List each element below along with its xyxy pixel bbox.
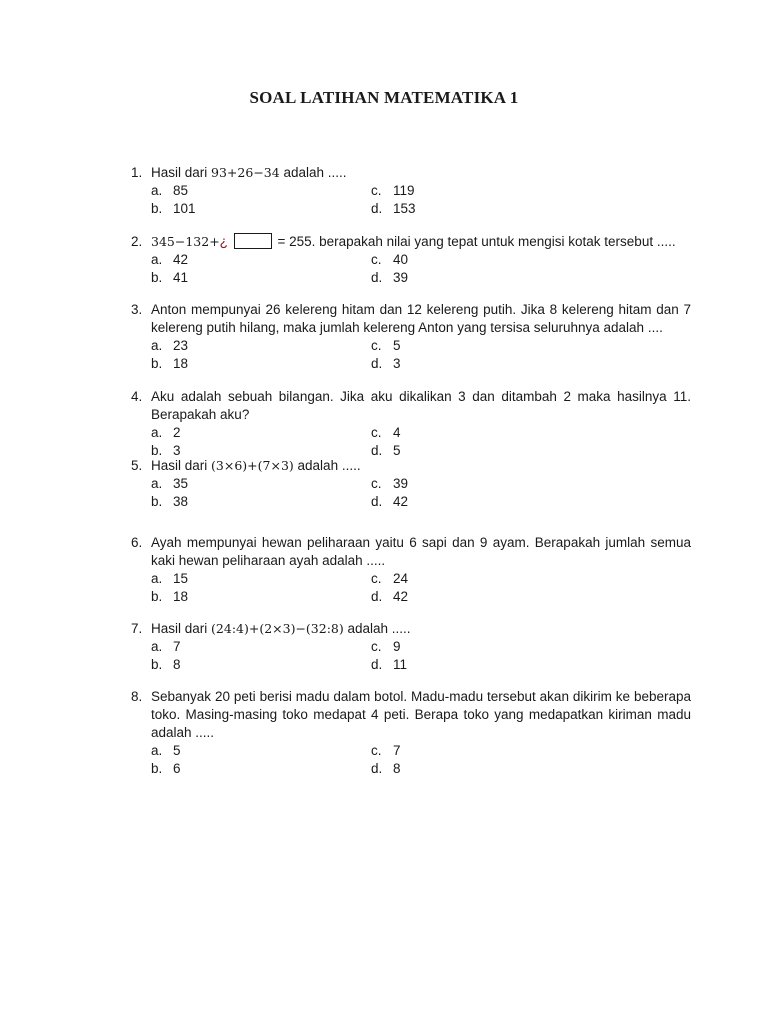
option-letter: c. [371,476,382,491]
option-a [151,475,371,493]
option-letter: d. [371,761,383,776]
options [151,424,691,460]
option-value: 35 [173,476,189,491]
option-value: 3 [393,356,401,371]
option-value: 7 [393,743,401,758]
option-c [371,570,491,588]
question-text-pre: Hasil dari [151,458,212,473]
option-b [151,493,371,511]
option-a [151,337,371,355]
option-d [371,269,491,287]
option-value: 15 [173,571,189,586]
option-c [371,475,491,493]
option-value: 6 [173,761,181,776]
option-value: 38 [173,494,189,509]
question-math: 345−132+ [151,234,220,249]
option-d [371,493,491,511]
question-6 [131,534,691,606]
question-text-pre: Hasil dari [151,621,212,636]
option-letter: b. [151,443,163,458]
option-letter: a. [151,571,163,586]
option-letter: a. [151,639,163,654]
option-b [151,269,371,287]
option-letter: b. [151,201,163,216]
option-b [151,760,371,778]
question-number: 6. [131,535,143,550]
question-text [151,233,691,251]
option-b [151,588,371,606]
option-letter: d. [371,356,383,371]
question-text-post: adalah ..... [293,458,361,473]
question-1 [131,164,691,218]
question-number: 3. [131,302,143,317]
question-number: 8. [131,689,143,704]
option-a [151,424,371,442]
question-text: Ayah mempunyai hewan peliharaan yaitu 6 sapi dan 9 ayam. Berapakah jumlah semua kaki hewan peliharaan ayah adalah ..... [151,535,691,568]
option-letter: a. [151,425,163,440]
option-value: 5 [393,443,401,458]
option-letter: c. [371,338,382,353]
question-7 [131,620,691,674]
question-2 [131,233,691,287]
option-letter: b. [151,589,163,604]
option-value: 2 [173,425,181,440]
question-3 [131,301,691,373]
question-text-post: adalah ..... [343,621,411,636]
option-c [371,742,491,760]
question-text [151,620,691,638]
option-value: 153 [393,201,416,216]
option-value: 42 [173,252,189,267]
option-value: 41 [173,270,189,285]
option-letter: d. [371,589,383,604]
question-number: 1. [131,165,143,180]
option-letter: d. [371,201,383,216]
options [151,742,691,778]
option-letter: d. [371,494,383,509]
question-text-pre: Hasil dari [151,165,212,180]
option-value: 18 [173,589,189,604]
option-value: 3 [173,443,181,458]
option-value: 42 [393,494,409,509]
option-value: 40 [393,252,409,267]
option-letter: c. [371,425,382,440]
option-letter: b. [151,494,163,509]
question-number: 7. [131,621,143,636]
question-text: Aku adalah sebuah bilangan. Jika aku dikalikan 3 dan ditambah 2 maka hasilnya 11. Berapakah aku? [151,389,691,422]
option-d [371,656,491,674]
option-value: 39 [393,270,409,285]
question-4 [131,388,691,460]
option-letter: c. [371,252,382,267]
question-math: (24:4)+(2×3)−(32:8) [211,621,344,636]
question-math-glyph: ¿ [219,234,228,249]
option-value: 5 [393,338,401,353]
option-value: 119 [393,183,415,198]
option-letter: c. [371,639,382,654]
option-a [151,182,371,200]
option-c [371,337,491,355]
options [151,251,691,287]
option-value: 18 [173,356,189,371]
option-value: 42 [393,589,409,604]
options [151,638,691,674]
question-8 [131,688,691,778]
option-value: 7 [173,639,181,654]
question-text: Sebanyak 20 peti berisi madu dalam botol. Madu-madu tersebut akan dikirim ke beberapa toko. Masing-masing toko medapat 4 peti. Berapa toko yang medapatkan kiriman madu adalah ..... [151,689,691,740]
option-value: 85 [173,183,189,198]
option-letter: b. [151,657,163,672]
option-c [371,424,491,442]
option-value: 4 [393,425,401,440]
question-number: 2. [131,234,143,249]
option-value: 39 [393,476,409,491]
option-letter: a. [151,338,163,353]
option-letter: b. [151,270,163,285]
question-text [151,457,691,475]
option-letter: d. [371,443,383,458]
options [151,475,691,511]
option-b [151,200,371,218]
option-b [151,656,371,674]
option-b [151,355,371,373]
option-d [371,355,491,373]
answer-box [234,233,272,249]
question-5 [131,457,691,511]
option-value: 23 [173,338,189,353]
page-title: SOAL LATIHAN MATEMATIKA 1 [249,88,519,107]
option-letter: b. [151,761,163,776]
option-c [371,251,491,269]
option-c [371,182,491,200]
options [151,337,691,373]
option-letter: a. [151,476,163,491]
option-d [371,760,491,778]
option-d [371,588,491,606]
option-c [371,638,491,656]
option-value: 101 [173,201,196,216]
options [151,182,691,218]
question-text [151,164,691,182]
option-letter: b. [151,356,163,371]
option-value: 8 [393,761,401,776]
question-number: 4. [131,389,143,404]
option-letter: a. [151,183,163,198]
option-value: 24 [393,571,409,586]
option-a [151,638,371,656]
option-value: 11 [393,657,408,672]
question-math: 93+26−34 [211,165,280,180]
question-text-post: adalah ..... [279,165,347,180]
question-math: (3×6)+(7×3) [211,458,294,473]
option-letter: c. [371,571,382,586]
option-letter: d. [371,270,383,285]
option-letter: c. [371,183,382,198]
option-d [371,200,491,218]
option-value: 9 [393,639,401,654]
option-letter: d. [371,657,383,672]
option-a [151,570,371,588]
question-text: Anton mempunyai 26 kelereng hitam dan 12 kelereng putih. Jika 8 kelereng hitam dan 7 kelereng putih hilang, maka jumlah kelereng Anton yang tersisa seluruhnya adalah .... [151,302,691,335]
option-letter: a. [151,252,163,267]
option-value: 5 [173,743,181,758]
options [151,570,691,606]
option-value: 8 [173,657,181,672]
option-letter: a. [151,743,163,758]
option-a [151,251,371,269]
question-text-post: = 255. berapakah nilai yang tepat untuk mengisi kotak tersebut ..... [277,234,676,249]
option-letter: c. [371,743,382,758]
question-number: 5. [131,458,143,473]
option-a [151,742,371,760]
